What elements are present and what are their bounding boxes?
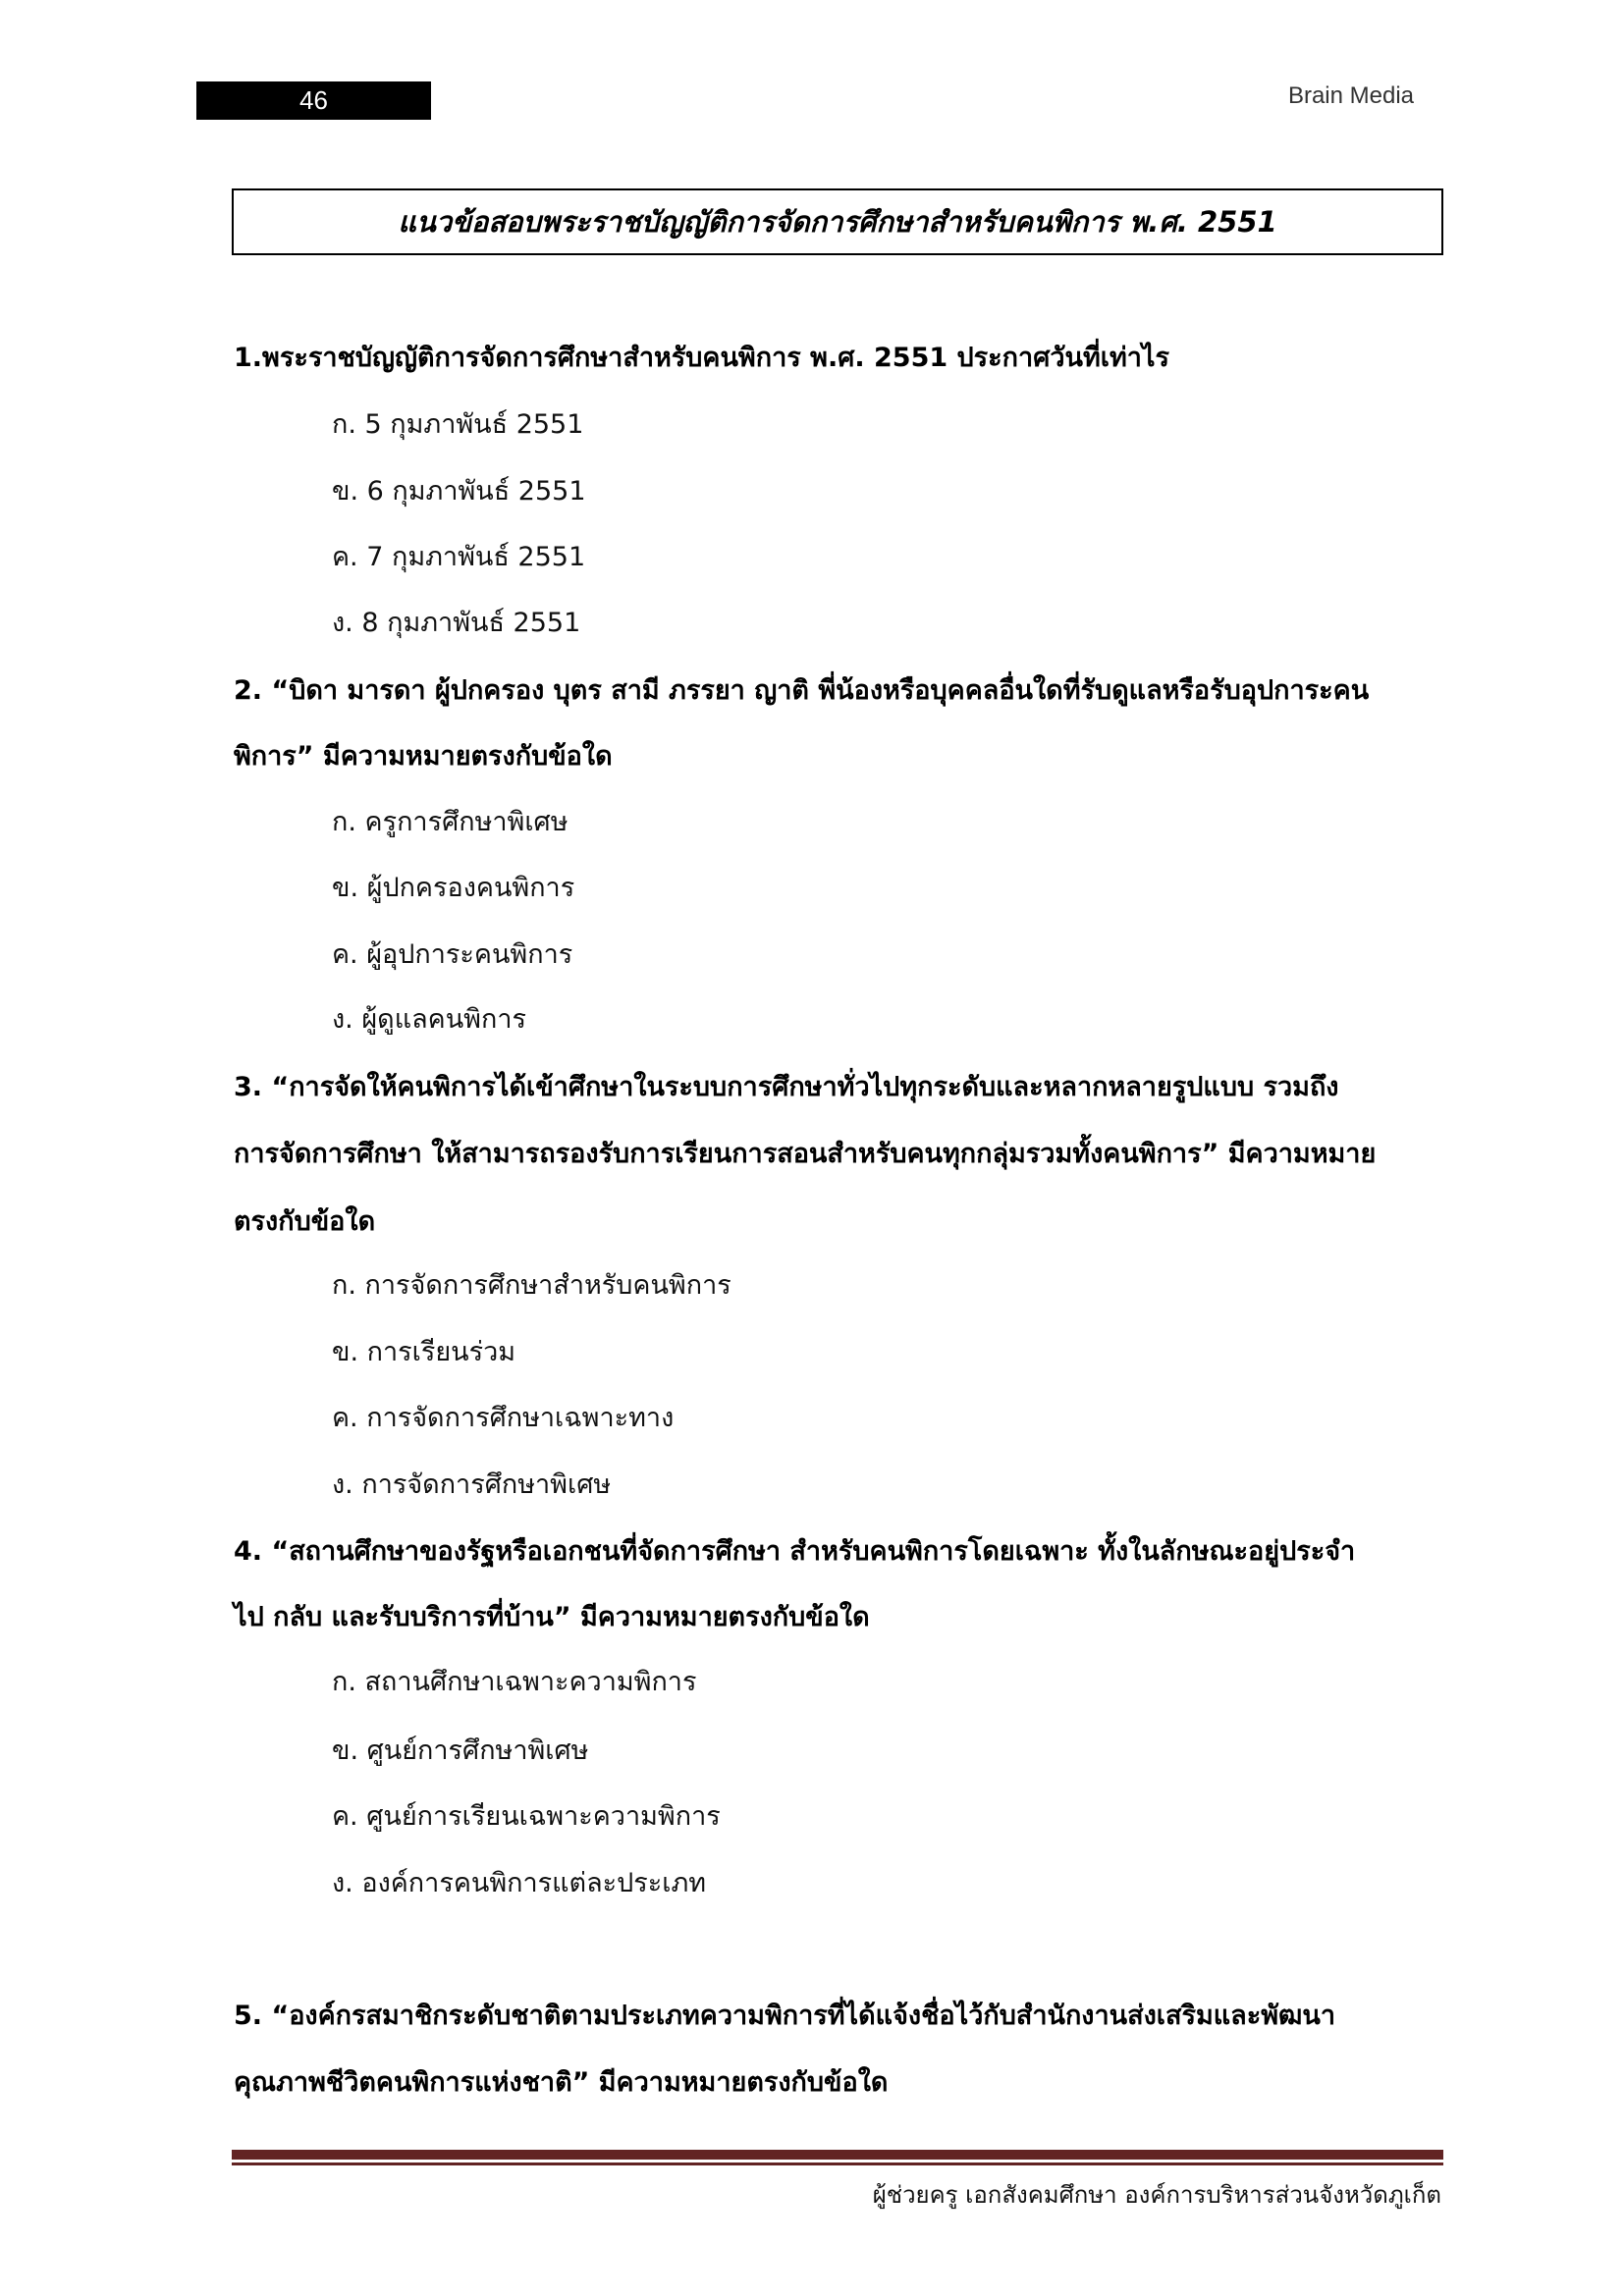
question-1-option-c: ค. 7 กุมภาพันธ์ 2551 [332, 542, 586, 572]
question-1-option-d: ง. 8 กุมภาพันธ์ 2551 [332, 608, 581, 638]
question-3-option-b: ข. การเรียนร่วม [332, 1337, 516, 1367]
page-number: 46 [196, 81, 431, 120]
question-2-option-c: ค. ผู้อุปการะคนพิการ [332, 939, 573, 970]
question-5-line-2: คุณภาพชีวิตคนพิการแห่งชาติ” มีความหมายตรงกับข้อใด [234, 2067, 889, 2098]
question-2-option-d: ง. ผู้ดูแลคนพิการ [332, 1004, 526, 1035]
question-2-option-b: ข. ผู้ปกครองคนพิการ [332, 873, 575, 903]
question-5-line-1: 5. “องค์กรสมาชิกระดับชาติตามประเภทความพิการที่ได้แจ้งชื่อไว้กับสำนักงานส่งเสริมและพัฒนา [234, 2001, 1336, 2031]
footer-divider-thin [232, 2163, 1443, 2165]
question-1-option-b: ข. 6 กุมภาพันธ์ 2551 [332, 476, 586, 507]
publisher-name: Brain Media [1287, 82, 1414, 109]
question-2-option-a: ก. ครูการศึกษาพิเศษ [332, 807, 568, 837]
question-4-option-c: ค. ศูนย์การเรียนเฉพาะความพิการ [332, 1801, 721, 1832]
question-2-line-2: พิการ” มีความหมายตรงกับข้อใด [234, 741, 613, 772]
question-3-line-1: 3. “การจัดให้คนพิการได้เข้าศึกษาในระบบการศึกษาทั่วไปทุกระดับและหลากหลายรูปแบบ รวมถึง [234, 1072, 1339, 1102]
title-box [232, 188, 1443, 255]
question-4-option-b: ข. ศูนย์การศึกษาพิเศษ [332, 1735, 589, 1766]
question-4-option-a: ก. สถานศึกษาเฉพาะความพิการ [332, 1667, 697, 1697]
question-4-option-d: ง. องค์การคนพิการแต่ละประเภท [332, 1868, 707, 1898]
question-3-option-a: ก. การจัดการศึกษาสำหรับคนพิการ [332, 1270, 731, 1301]
footer-divider-thick [232, 2150, 1443, 2160]
question-3-line-3: ตรงกับข้อใด [234, 1206, 376, 1237]
question-3-line-2: การจัดการศึกษา ให้สามารถรองรับการเรียนการสอนสำหรับคนทุกกลุ่มรวมทั้งคนพิการ” มีความหมาย [234, 1139, 1377, 1169]
question-3-option-c: ค. การจัดการศึกษาเฉพาะทาง [332, 1403, 675, 1433]
question-1-option-a: ก. 5 กุมภาพันธ์ 2551 [332, 409, 584, 440]
question-4-line-1: 4. “สถานศึกษาของรัฐหรือเอกชนที่จัดการศึกษา สำหรับคนพิการโดยเฉพาะ ทั้งในลักษณะอยู่ประจำ [234, 1536, 1356, 1567]
question-1-line-1: 1.พระราชบัญญัติการจัดการศึกษาสำหรับคนพิการ พ.ศ. 2551 ประกาศวันที่เท่าไร [234, 343, 1170, 373]
document-title: แนวข้อสอบพระราชบัญญัติการจัดการศึกษาสำหรับคนพิการ พ.ศ. 2551 [398, 205, 1277, 239]
question-3-option-d: ง. การจัดการศึกษาพิเศษ [332, 1469, 612, 1500]
question-4-line-2: ไป กลับ และรับบริการที่บ้าน” มีความหมายตรงกับข้อใด [234, 1602, 870, 1632]
question-2-line-1: 2. “บิดา มารดา ผู้ปกครอง บุตร สามี ภรรยา ญาติ พี่น้องหรือบุคคลอื่นใดที่รับดูแลหรือรับอุปการะคน [234, 675, 1370, 706]
footer-text: ผู้ช่วยครู เอกสังคมศึกษา องค์การบริหารส่วนจังหวัดภูเก็ต [872, 2181, 1441, 2209]
